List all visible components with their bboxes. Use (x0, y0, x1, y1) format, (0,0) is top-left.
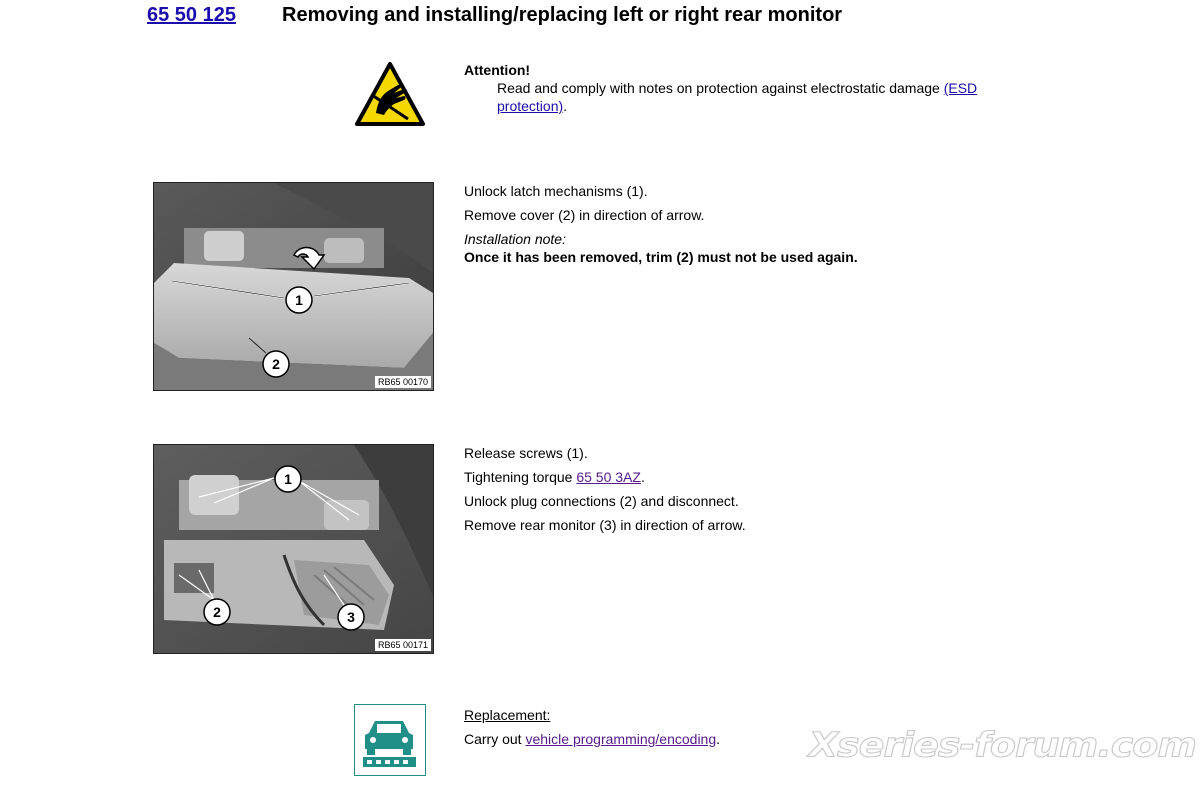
vehicle-programming-link[interactable]: vehicle programming/encoding (525, 731, 717, 747)
page-title: Removing and installing/replacing left or right rear monitor (282, 4, 843, 26)
vehicle-programming-icon (354, 704, 426, 776)
attention-block (464, 61, 1004, 115)
step1-photo (153, 182, 434, 391)
attention-heading: Attention! (464, 62, 531, 78)
step2-instructions (464, 444, 1024, 540)
image-reference: RB65 00171 (375, 639, 431, 651)
callout-1 (273, 464, 303, 494)
attention-text: Read and comply with notes on protection against electrostatic damage (ESD protection). (497, 80, 978, 114)
instruction-line: Remove cover (2) in direction of arrow. (464, 207, 705, 223)
callout-2 (261, 349, 291, 379)
svg-text:3: 3 (347, 609, 355, 625)
replacement-instruction: Carry out vehicle programming/encoding. (464, 731, 721, 747)
tightening-torque-link[interactable]: 65 50 3AZ (576, 469, 641, 485)
esd-warning-icon (354, 61, 426, 127)
instruction-line: Unlock plug connections (2) and disconnect. (464, 493, 739, 509)
replacement-heading: Replacement: (464, 707, 551, 723)
svg-text:1: 1 (284, 471, 292, 487)
esd-protection-link[interactable]: (ESD protection) (497, 80, 978, 114)
callout-1 (284, 285, 314, 315)
callout-3 (336, 602, 366, 632)
image-reference: RB65 00170 (375, 376, 431, 388)
callout-2 (202, 597, 232, 627)
step2-photo (153, 444, 434, 654)
step1-instructions (464, 182, 1024, 266)
document-number-link[interactable]: 65 50 125 (147, 4, 236, 26)
svg-text:1: 1 (295, 292, 303, 308)
svg-text:2: 2 (213, 604, 221, 620)
svg-text:2: 2 (272, 356, 280, 372)
watermark: Xseries-forum.com (808, 725, 1196, 765)
instruction-line: Release screws (1). (464, 445, 588, 461)
instruction-line: Remove rear monitor (3) in direction of arrow. (464, 517, 746, 533)
installation-note-heading: Installation note: (464, 231, 566, 247)
instruction-line: Tightening torque 65 50 3AZ. (464, 469, 645, 485)
installation-note-text: Once it has been removed, trim (2) must not be used again. (464, 249, 858, 265)
instruction-line: Unlock latch mechanisms (1). (464, 183, 648, 199)
